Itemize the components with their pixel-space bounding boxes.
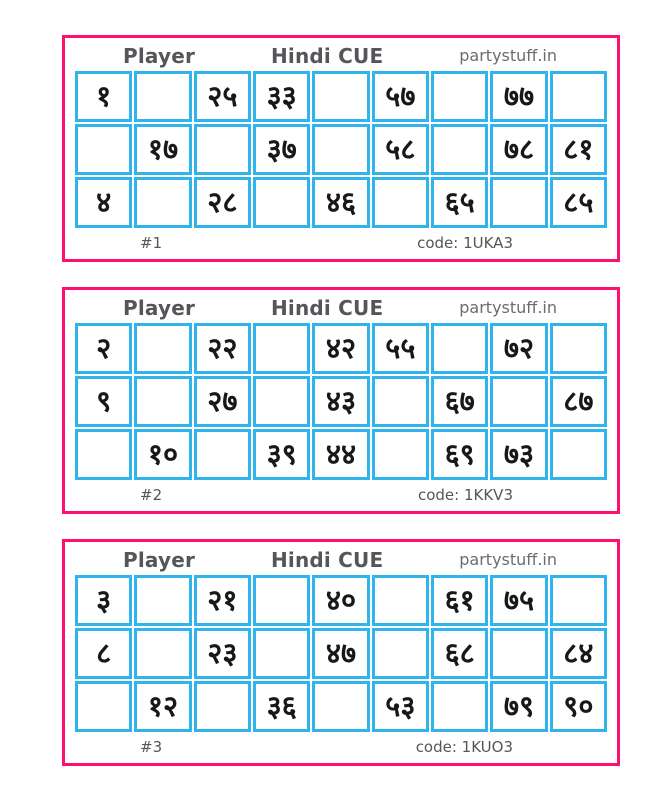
grid-cell-number: ७५ <box>490 575 547 626</box>
grid-cell-empty <box>134 71 191 122</box>
grid-cell-number: ९ <box>75 376 132 427</box>
grid-cell-number: ४७ <box>312 628 369 679</box>
grid-cell-number: १७ <box>134 124 191 175</box>
grid-cell-number: ७२ <box>490 323 547 374</box>
grid-cell-number: ३७ <box>253 124 310 175</box>
grid-cell-empty <box>312 124 369 175</box>
grid-cell-empty <box>134 575 191 626</box>
grid-cell-number: २५ <box>194 71 251 122</box>
grid-cell-number: ७३ <box>490 429 547 480</box>
grid-cell-number: ५३ <box>372 681 429 732</box>
grid-cell-empty <box>431 681 488 732</box>
grid-cell-number: ४ <box>75 177 132 228</box>
ticket-footer <box>65 732 617 763</box>
ticket-title: Hindi CUE <box>270 43 384 68</box>
grid-cell-number: ६७ <box>431 376 488 427</box>
grid-cell-empty <box>372 575 429 626</box>
grid-cell-empty <box>194 681 251 732</box>
grid-cell-empty <box>253 628 310 679</box>
grid-cell-empty <box>490 628 547 679</box>
grid-cell-number: २ <box>75 323 132 374</box>
grid-cell-number: ८५ <box>550 177 607 228</box>
grid-cell-empty <box>75 429 132 480</box>
grid-cell-number: ९० <box>550 681 607 732</box>
grid-cell-number: ७८ <box>490 124 547 175</box>
grid-cell-number: २८ <box>194 177 251 228</box>
grid-cell-number: ७९ <box>490 681 547 732</box>
grid-cell-empty <box>550 323 607 374</box>
player-label: Player <box>123 547 196 572</box>
grid-cell-number: ३९ <box>253 429 310 480</box>
grid-cell-number: ४० <box>312 575 369 626</box>
grid-cell-empty <box>490 177 547 228</box>
grid-cell-number: ८७ <box>550 376 607 427</box>
grid-cell-empty <box>253 177 310 228</box>
number-grid <box>75 323 607 480</box>
grid-cell-empty <box>372 376 429 427</box>
ticket-footer <box>65 228 617 259</box>
grid-cell-empty <box>431 71 488 122</box>
ticket-header <box>65 542 617 575</box>
grid-cell-number: १० <box>134 429 191 480</box>
grid-cell-empty <box>490 376 547 427</box>
grid-cell-number: ४४ <box>312 429 369 480</box>
brand-label: partystuff.in <box>459 550 557 569</box>
grid-cell-number: ८१ <box>550 124 607 175</box>
ticket-code: code: 1KUO3 <box>415 737 513 756</box>
grid-cell-empty <box>431 323 488 374</box>
ticket-title: Hindi CUE <box>270 295 384 320</box>
grid-cell-number: २२ <box>194 323 251 374</box>
grid-cell-empty <box>253 323 310 374</box>
grid-cell-number: ८ <box>75 628 132 679</box>
ticket-number: #3 <box>140 737 163 756</box>
grid-cell-empty <box>253 376 310 427</box>
grid-cell-number: १ <box>75 71 132 122</box>
grid-cell-empty <box>134 323 191 374</box>
grid-cell-number: २३ <box>194 628 251 679</box>
grid-cell-number: ७७ <box>490 71 547 122</box>
grid-cell-number: ४६ <box>312 177 369 228</box>
ticket-title: Hindi CUE <box>270 547 384 572</box>
number-grid <box>75 575 607 732</box>
number-grid <box>75 71 607 228</box>
ticket-header <box>65 290 617 323</box>
tambola-ticket-3 <box>62 539 620 766</box>
ticket-number: #2 <box>140 485 163 504</box>
grid-cell-empty <box>550 575 607 626</box>
grid-cell-number: ६८ <box>431 628 488 679</box>
grid-cell-empty <box>372 628 429 679</box>
player-label: Player <box>123 43 196 68</box>
grid-cell-empty <box>194 429 251 480</box>
grid-cell-number: ३६ <box>253 681 310 732</box>
grid-cell-empty <box>312 71 369 122</box>
grid-cell-empty <box>134 376 191 427</box>
grid-cell-empty <box>312 681 369 732</box>
ticket-number: #1 <box>140 233 163 252</box>
grid-cell-number: ३३ <box>253 71 310 122</box>
grid-cell-number: १२ <box>134 681 191 732</box>
grid-cell-number: ५७ <box>372 71 429 122</box>
grid-cell-number: ६५ <box>431 177 488 228</box>
grid-cell-number: ३ <box>75 575 132 626</box>
ticket-footer <box>65 480 617 511</box>
grid-cell-number: ४२ <box>312 323 369 374</box>
ticket-code: code: 1KKV3 <box>417 485 513 504</box>
tambola-ticket-2 <box>62 287 620 514</box>
grid-cell-number: २७ <box>194 376 251 427</box>
grid-cell-number: ५८ <box>372 124 429 175</box>
ticket-header <box>65 38 617 71</box>
brand-label: partystuff.in <box>459 298 557 317</box>
ticket-code: code: 1UKA3 <box>417 233 513 252</box>
grid-cell-number: ६९ <box>431 429 488 480</box>
grid-cell-empty <box>372 429 429 480</box>
grid-cell-empty <box>194 124 251 175</box>
grid-cell-number: ४३ <box>312 376 369 427</box>
tambola-ticket-1 <box>62 35 620 262</box>
grid-cell-empty <box>550 429 607 480</box>
grid-cell-number: ५५ <box>372 323 429 374</box>
grid-cell-empty <box>75 681 132 732</box>
grid-cell-number: ६१ <box>431 575 488 626</box>
grid-cell-empty <box>134 177 191 228</box>
grid-cell-number: २१ <box>194 575 251 626</box>
grid-cell-empty <box>134 628 191 679</box>
player-label: Player <box>123 295 196 320</box>
grid-cell-empty <box>550 71 607 122</box>
grid-cell-empty <box>253 575 310 626</box>
grid-cell-empty <box>431 124 488 175</box>
grid-cell-empty <box>75 124 132 175</box>
grid-cell-number: ८४ <box>550 628 607 679</box>
brand-label: partystuff.in <box>459 46 557 65</box>
grid-cell-empty <box>372 177 429 228</box>
